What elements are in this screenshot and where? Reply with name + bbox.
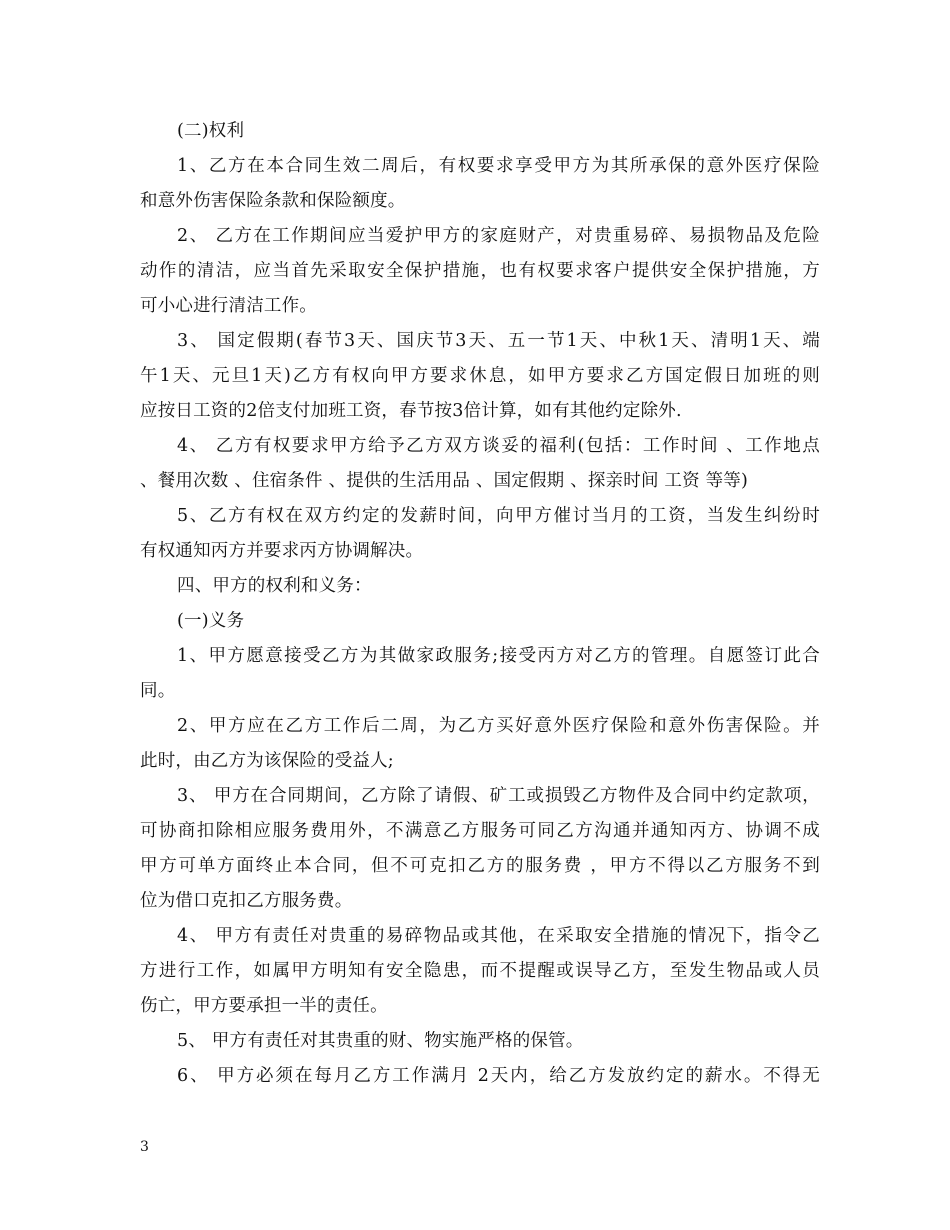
paragraph-line: 2、甲方应在乙方工作后二周，为乙方买好意外医疗保险和意外伤害保险。并 <box>177 716 820 736</box>
paragraph-line: 2、 乙方在工作期间应当爱护甲方的家庭财产，对贵重易碎、易损物品及危险 <box>177 226 820 246</box>
paragraph-line: 可小心进行清洁工作。 <box>140 296 317 316</box>
paragraph-line: 3、 甲方在合同期间，乙方除了请假、矿工或损毁乙方物件及合同中约定款项， <box>177 786 820 806</box>
paragraph-line: 和意外伤害保险条款和保险额度。 <box>140 191 406 211</box>
paragraph-line: 伤亡，甲方要承担一半的责任。 <box>140 996 388 1016</box>
paragraph-line: 5、乙方有权在双方约定的发薪时间，向甲方催讨当月的工资，当发生纠纷时 <box>177 506 820 526</box>
section-heading-obligations: (一)义务 <box>177 611 245 631</box>
paragraph-line: 可协商扣除相应服务费用外，不满意乙方服务可同乙方沟通并通知丙方、协调不成 <box>140 821 820 841</box>
paragraph-line: 甲方可单方面终止本合同，但不可克扣乙方的服务费 ，甲方不得以乙方服务不到 <box>140 856 820 876</box>
paragraph-line: 6、 甲方必须在每月乙方工作满月 2天内，给乙方发放约定的薪水。不得无 <box>177 1066 820 1086</box>
paragraph-line: 同。 <box>140 681 176 701</box>
paragraph-line: 5、 甲方有责任对其贵重的财、物实施严格的保管。 <box>177 1031 584 1051</box>
paragraph-line: 此时，由乙方为该保险的受益人; <box>140 751 394 771</box>
paragraph-line: 位为借口克扣乙方服务费。 <box>140 891 353 911</box>
paragraph-line: 4、 甲方有责任对贵重的易碎物品或其他，在采取安全措施的情况下，指令乙 <box>177 926 820 946</box>
paragraph-line: 1、甲方愿意接受乙方为其做家政服务;接受丙方对乙方的管理。自愿签订此合 <box>177 646 820 666</box>
page-number: 3 <box>140 1139 149 1155</box>
paragraph-line: 午1天、元旦1天)乙方有权向甲方要求休息，如甲方要求乙方国定假日加班的则 <box>140 366 820 386</box>
paragraph-line: 方进行工作，如属甲方明知有安全隐患，而不提醒或误导乙方，至发生物品或人员 <box>140 961 820 981</box>
paragraph-line: 应按日工资的2倍支付加班工资，春节按3倍计算，如有其他约定除外. <box>140 401 682 421</box>
section-heading-rights: (二)权利 <box>177 121 245 141</box>
paragraph-line: 4、 乙方有权要求甲方给予乙方双方谈妥的福利(包括：工作时间 、工作地点 <box>177 436 820 456</box>
section-heading-party-a: 四、甲方的权利和义务： <box>177 576 372 596</box>
paragraph-line: 3、 国定假期(春节3天、国庆节3天、五一节1天、中秋1天、清明1天、端 <box>177 331 820 351</box>
paragraph-line: 1、乙方在本合同生效二周后，有权要求享受甲方为其所承保的意外医疗保险 <box>177 156 820 176</box>
paragraph-line: 动作的清洁，应当首先采取安全保护措施，也有权要求客户提供安全保护措施，方 <box>140 261 820 281</box>
paragraph-line: 、餐用次数 、住宿条件 、提供的生活用品 、国定假期 、探亲时间 工资 等等) <box>140 471 749 491</box>
paragraph-line: 有权通知丙方并要求丙方协调解决。 <box>140 541 424 561</box>
